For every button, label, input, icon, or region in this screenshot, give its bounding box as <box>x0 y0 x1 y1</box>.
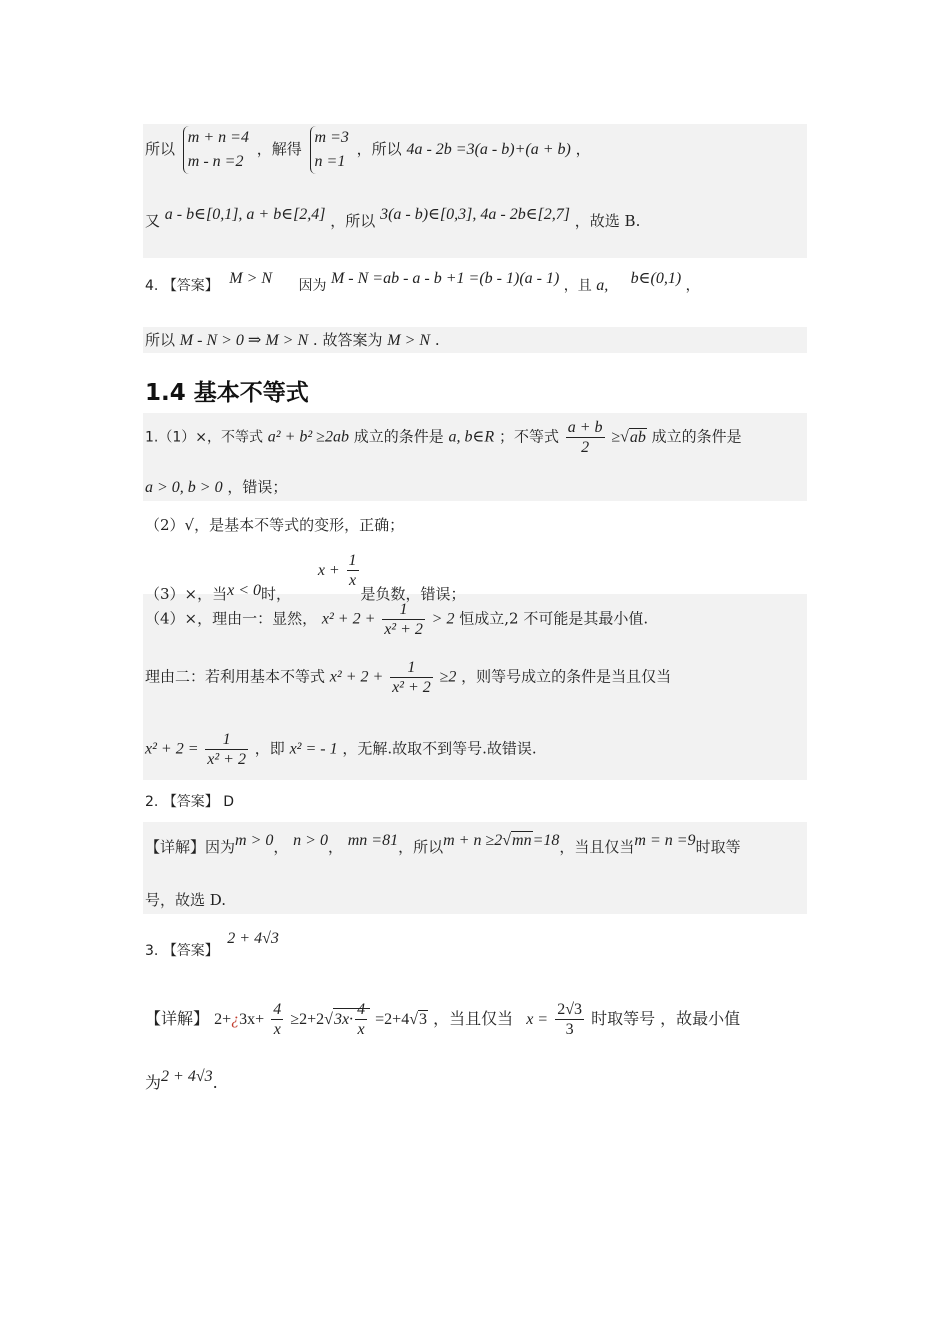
text: （4）×，理由一：显然， <box>145 609 318 628</box>
section-heading: 1.4 基本不等式 <box>145 380 309 406</box>
formula: mn =81 <box>347 832 399 849</box>
eq: m =3 <box>314 129 349 146</box>
numerator: 1 <box>347 551 359 571</box>
question-number: 4. <box>145 278 163 294</box>
s1-p1b <box>145 478 287 497</box>
formula: m = n =9 <box>634 832 696 849</box>
question-number: 3. <box>145 943 163 959</box>
sqrt-radicand: 3 <box>418 1011 427 1029</box>
text: 时取等 <box>695 838 741 856</box>
text: ，所以 <box>356 140 402 158</box>
text: 因为 <box>298 278 327 294</box>
numerator: 1 <box>382 600 425 620</box>
formula: 2 + 4√3 <box>161 1068 213 1085</box>
s2-detail-2 <box>145 891 226 909</box>
formula: > 2 <box>431 610 455 628</box>
formula: n > 0 <box>293 832 328 849</box>
text: ，解得 <box>256 140 302 158</box>
formula: ≥ <box>611 428 621 446</box>
numerator: 2√3 <box>555 1000 584 1020</box>
question-number: 2. <box>145 794 163 810</box>
s3-detail: 【详解】 2+¿3x+ $\frac{4}{x}$ ≥2+2√3x· $\frac{4}{x}$ =2+4√3 ，当且仅当 x = $\frac{2√3}{3}$ 时取等号 ，故最小值 <box>145 1001 741 1039</box>
eq: n =1 <box>314 153 346 170</box>
text: 所以 <box>145 331 176 349</box>
answer: D <box>223 794 235 810</box>
formula: x < 0 <box>227 581 262 599</box>
text: 成立的条件是 <box>353 427 444 446</box>
text: ，当且仅当 <box>433 1009 514 1029</box>
fraction <box>347 551 359 590</box>
numerator: 1 <box>390 658 433 678</box>
s1-p3 <box>145 551 466 603</box>
formula: x² + 2 + <box>321 610 376 628</box>
text: 【详解】 <box>145 1009 210 1029</box>
text: . 故答案为 <box>312 331 383 349</box>
q4-conclusion-line <box>145 331 440 350</box>
text: ，故选 B. <box>574 212 641 230</box>
formula: m > 0 <box>235 832 274 849</box>
formula: a - b∈[0,1], a + b∈[2,4] <box>164 206 326 223</box>
text: （3）×，当 <box>145 584 228 603</box>
fraction <box>355 1000 367 1039</box>
text: （2）√，是基本不等式的变形，正确； <box>145 516 405 534</box>
text: ，错误； <box>227 478 288 496</box>
formula: a, <box>596 277 609 294</box>
text: ，则等号成立的条件是当且仅当 <box>461 667 672 686</box>
formula: 3x+ <box>239 1011 265 1029</box>
denominator: x² + 2 <box>392 679 431 697</box>
text: ， <box>685 278 700 294</box>
formula: ≥2 <box>439 668 457 686</box>
s3-detail-2 <box>145 1068 218 1093</box>
formula: a² + b² ≥2ab <box>267 428 349 446</box>
formula: x² + 2 = <box>145 740 199 758</box>
formula-glyph: ¿ <box>231 1011 240 1029</box>
text: 时取等号 ，故最小值 <box>591 1009 741 1029</box>
text: ；不等式 <box>498 427 559 446</box>
text: 号，故选 D. <box>145 891 227 909</box>
s1-p5 <box>145 658 671 697</box>
fraction <box>271 1000 283 1039</box>
eq: m - n =2 <box>187 153 244 170</box>
numerator: a + b <box>566 418 605 438</box>
formula: =2+4 <box>375 1011 410 1029</box>
text: ，且 <box>563 278 592 294</box>
text: 1.（1）×，不等式 <box>145 429 263 446</box>
answer: 2 + 4√3 <box>227 930 279 947</box>
s1-p4 <box>145 600 648 639</box>
formula: M > N <box>387 332 431 349</box>
denominator: 3 <box>565 1021 574 1039</box>
numerator: 1 <box>205 730 248 750</box>
text: ，所以 <box>398 838 444 856</box>
formula: ≥2+2 <box>290 1011 325 1029</box>
s1-p2 <box>145 516 404 534</box>
formula: 4a - 2b =3(a - b)+(a + b) <box>406 141 571 158</box>
fraction <box>205 730 248 769</box>
formula: M > N <box>229 270 273 287</box>
text: 为 <box>145 1073 162 1092</box>
q4-answer-line <box>145 270 700 295</box>
equation-system-1 <box>183 126 249 174</box>
formula: M - N > 0 ⇒ M > N <box>179 332 309 349</box>
answer-tag: 【答案】 <box>162 278 219 294</box>
equation-system-2 <box>310 126 349 174</box>
denominator: x² + 2 <box>384 621 423 639</box>
sqrt-radicand: mn <box>512 832 532 849</box>
formula: m + n ≥2 <box>443 832 503 849</box>
fraction <box>566 418 605 457</box>
text: 是负数，错误； <box>360 584 466 603</box>
formula: =18 <box>532 832 560 849</box>
formula: a, b∈R <box>448 428 495 446</box>
formula: a > 0, b > 0 <box>145 479 223 496</box>
text: ，即 <box>254 739 285 758</box>
text: ，所以 <box>330 212 376 230</box>
denominator: 2 <box>581 439 590 457</box>
sqrt-radicand: 3x· <box>333 1011 354 1029</box>
text: ， <box>575 140 591 158</box>
text: 所以 <box>145 140 176 158</box>
sqrt-radicand: ab <box>629 428 646 446</box>
text: 恒成立,2 不可能是其最小值. <box>459 609 649 628</box>
text: 又 <box>145 212 161 230</box>
formula: b∈(0,1) <box>630 270 682 287</box>
numerator: 4 <box>271 1000 283 1020</box>
s3-answer-line <box>145 929 279 959</box>
fraction <box>555 1000 584 1039</box>
text: 理由二：若利用基本不等式 <box>145 667 326 686</box>
s1-p6 <box>145 730 537 769</box>
text: . <box>434 331 440 349</box>
formula: M - N =ab - a - b +1 =(b - 1)(a - 1) <box>330 270 560 287</box>
fraction <box>382 600 425 639</box>
s2-detail: 【详解】因为m > 0， n > 0， mn =81，所以m + n ≥2√mn=18，当且仅当m = n =9时取等 <box>145 832 741 856</box>
denominator: x <box>348 572 357 590</box>
prev-line-1 <box>145 126 591 174</box>
s1-p1: 1.（1）×，不等式 a² + b² ≥2ab 成立的条件是 a, b∈R ；不等式 $\frac{a + b}{2}$ ≥√ab 成立的条件是 <box>145 419 742 457</box>
formula: x² = - 1 <box>289 740 338 758</box>
formula: 3(a - b)∈[0,3], 4a - 2b∈[2,7] <box>380 206 570 223</box>
text: . <box>212 1073 218 1092</box>
answer-tag: 【答案】 <box>162 943 219 959</box>
fraction <box>390 658 433 697</box>
numerator: 4 <box>355 1000 367 1020</box>
eq: m + n =4 <box>187 129 249 146</box>
text: 成立的条件是 <box>651 427 742 446</box>
formula: x + <box>317 561 340 579</box>
prev-line-2 <box>145 206 641 231</box>
formula: x = <box>526 1011 549 1029</box>
text: ，当且仅当 <box>559 838 635 856</box>
denominator: x <box>357 1021 365 1039</box>
denominator: x² + 2 <box>207 751 246 769</box>
s2-answer-line <box>145 794 234 811</box>
formula: 2+ <box>214 1011 232 1029</box>
formula: x² + 2 + <box>329 668 384 686</box>
text: 时， <box>261 584 292 603</box>
text: ，无解.故取不到等号.故错误. <box>342 739 537 758</box>
answer-tag: 【答案】 <box>162 794 219 810</box>
denominator: x <box>273 1021 281 1039</box>
text: 【详解】因为 <box>145 838 236 856</box>
